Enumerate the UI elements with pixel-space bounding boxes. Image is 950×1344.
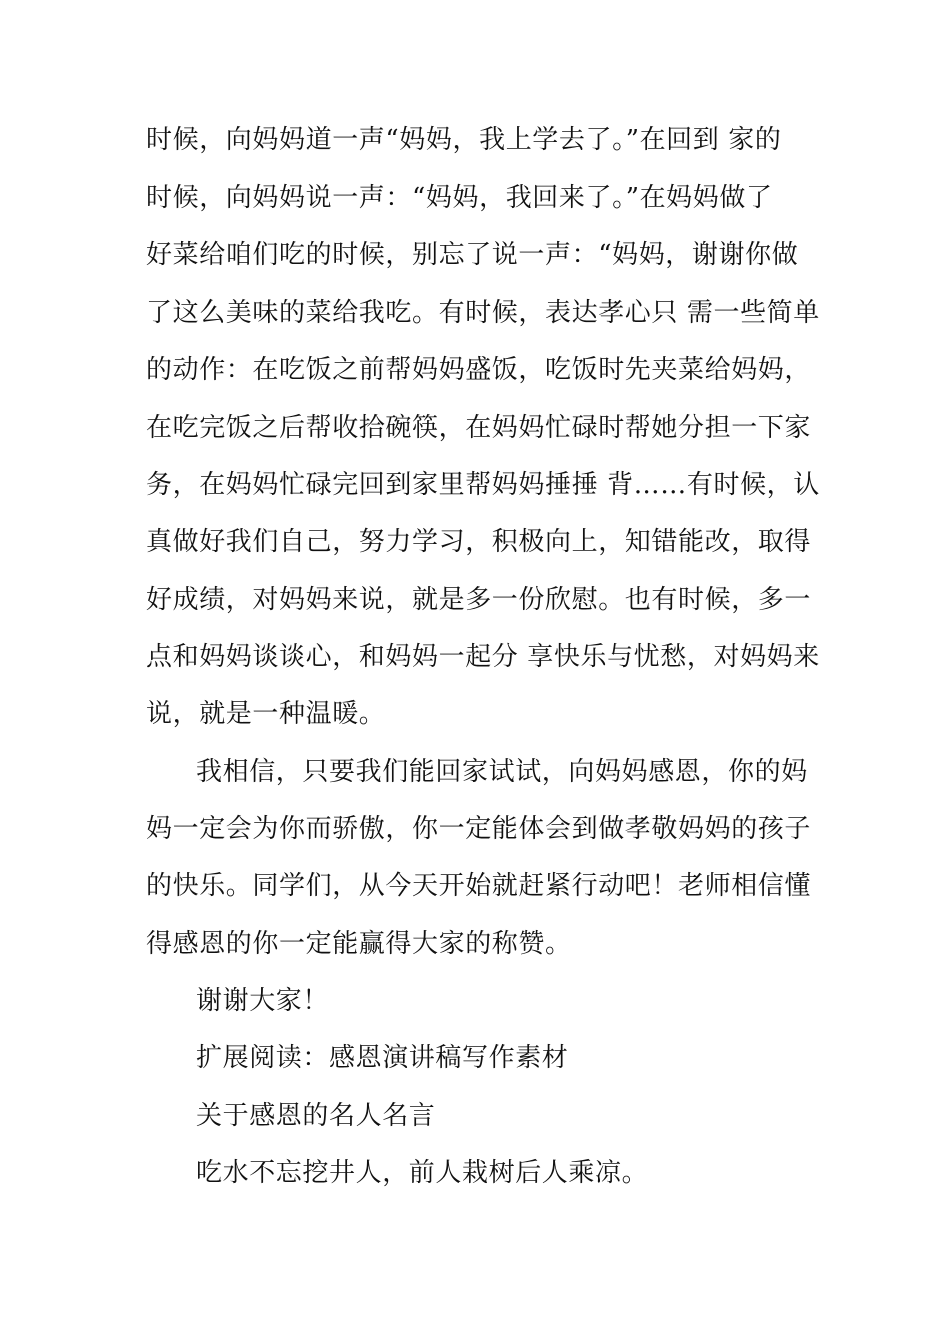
paragraph-line-5: 的动作：在吃饭之前帮妈妈盛饭，吃饭时先夹菜给妈妈， xyxy=(146,355,812,385)
paragraph-line-1: 时候，向妈妈道一声“妈妈，我上学去了。”在回到 家的 xyxy=(146,125,782,155)
paragraph-line-15: 得感恩的你一定能赢得大家的称赞。 xyxy=(146,929,572,959)
paragraph-line-7: 务，在妈妈忙碌完回到家里帮妈妈捶捶 背……有时候，认 xyxy=(146,470,820,500)
quotes-heading: 关于感恩的名人名言 xyxy=(196,1101,436,1131)
paragraph-line-13: 妈一定会为你而骄傲，你一定能体会到做孝敬妈妈的孩子 xyxy=(146,814,812,844)
paragraph-line-9: 好成绩，对妈妈来说，就是多一份欣慰。也有时候，多一 xyxy=(146,585,812,615)
paragraph-line-12: 我相信，只要我们能回家试试，向妈妈感恩，你的妈 xyxy=(196,757,808,787)
paragraph-line-2: 时候，向妈妈说一声：“妈妈，我回来了。”在妈妈做了 xyxy=(146,183,773,213)
paragraph-line-3: 好菜给咱们吃的时候，别忘了说一声：“妈妈，谢谢你做 xyxy=(146,240,799,270)
paragraph-line-4: 了这么美味的菜给我吃。有时候，表达孝心只 需一些简单 xyxy=(146,298,820,328)
paragraph-line-11: 说，就是一种温暖。 xyxy=(146,699,386,729)
paragraph-line-6: 在吃完饭之后帮收拾碗筷，在妈妈忙碌时帮她分担一下家 xyxy=(146,413,812,443)
quote-line-1: 吃水不忘挖井人，前人栽树后人乘凉。 xyxy=(196,1158,649,1188)
thanks-line: 谢谢大家！ xyxy=(196,986,330,1016)
paragraph-line-10: 点和妈妈谈谈心，和妈妈一起分 享快乐与忧愁，对妈妈来 xyxy=(146,642,820,672)
extended-reading-title: 扩展阅读：感恩演讲稿写作素材 xyxy=(196,1043,569,1073)
paragraph-line-14: 的快乐。同学们，从今天开始就赶紧行动吧！老师相信懂 xyxy=(146,871,812,901)
paragraph-line-8: 真做好我们自己，努力学习，积极向上，知错能改，取得 xyxy=(146,527,812,557)
